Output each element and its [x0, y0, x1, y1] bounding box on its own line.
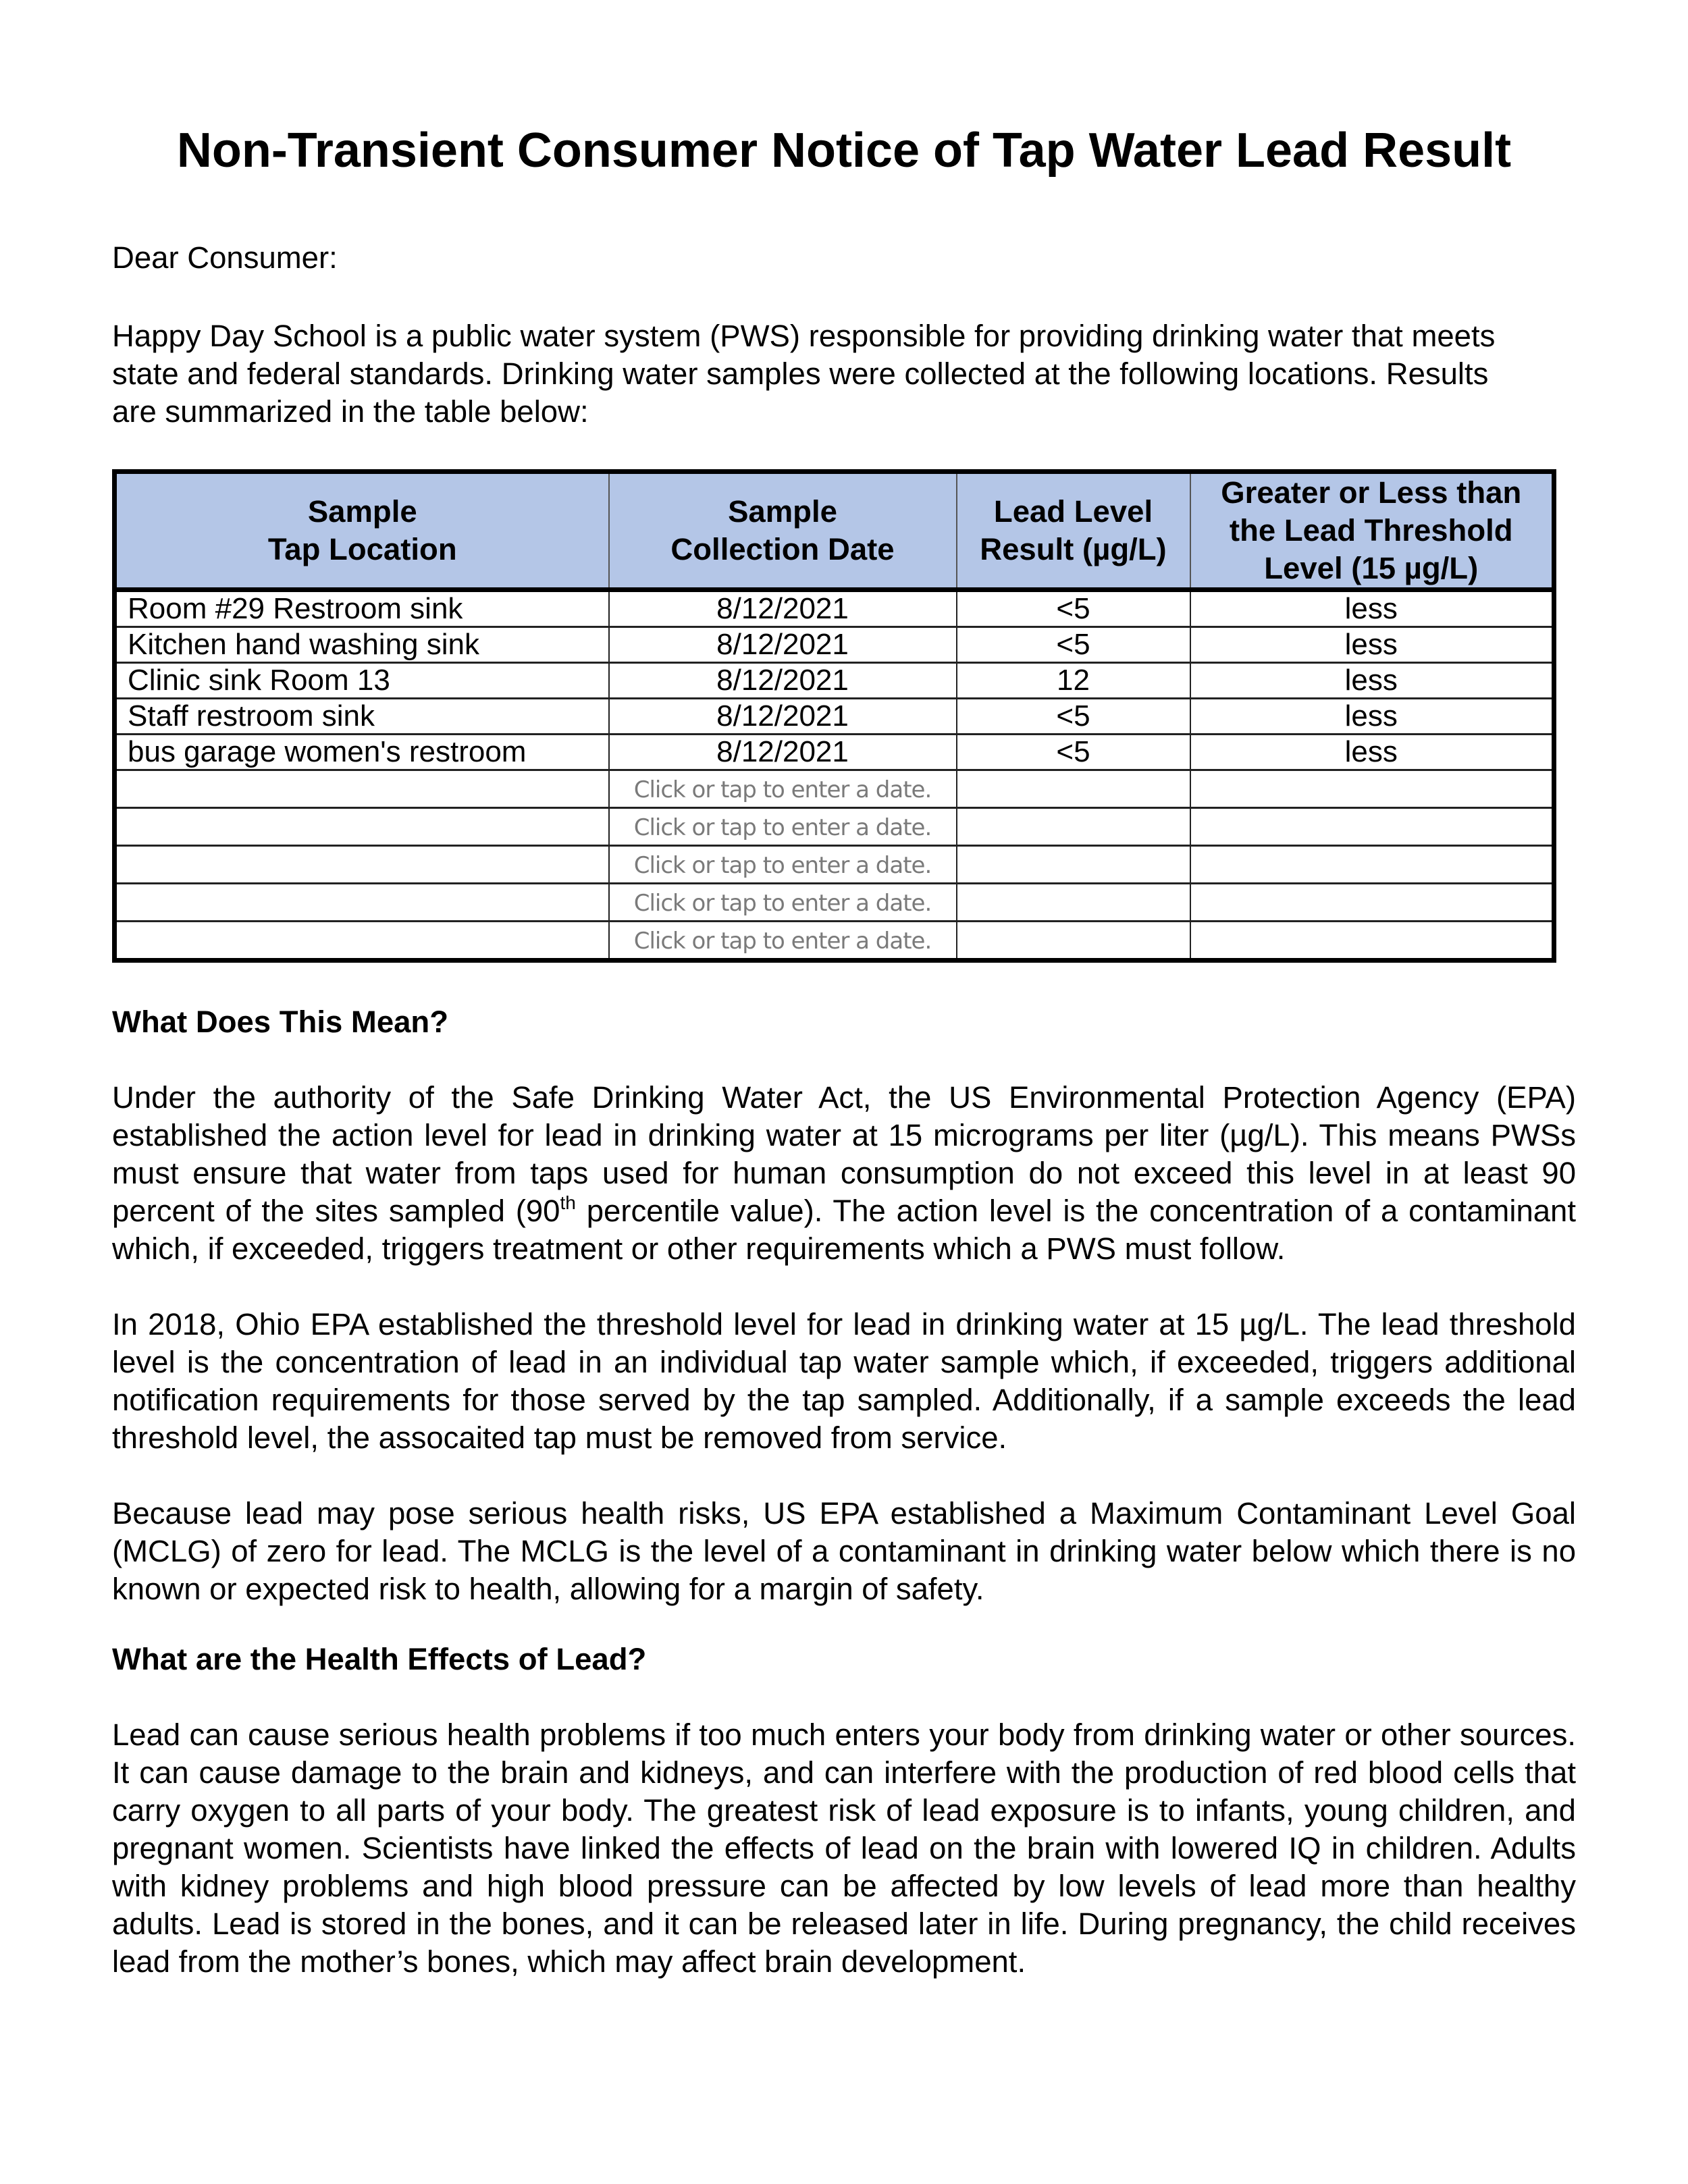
cell-location[interactable]: [115, 884, 609, 922]
table-row: [115, 627, 1554, 663]
date-picker-field[interactable]: [609, 922, 957, 961]
header-collection-date: [609, 472, 957, 590]
header-line: Collection Date: [670, 532, 895, 566]
paragraph-text: Under the authority of the Safe Drinking Water Act, the US Environmental Protection Agency (EPA) established the action level for lead in drinking water at 15 micrograms per liter (µg/L). This means PWSs must ensure that water from taps used for human consumption do not exceed this level in at least 90 percent of the sites sampled (90: [112, 1080, 1576, 1228]
cell-location[interactable]: Kitchen hand washing sink: [115, 627, 609, 663]
table-row-empty: [115, 884, 1554, 922]
date-picker-field[interactable]: [609, 884, 957, 922]
cell-result[interactable]: [957, 808, 1190, 846]
threshold-level-paragraph: In 2018, Ohio EPA established the threshold level for lead in drinking water at 15 µg/L. The lead threshold level is the concentration of lead in an individual tap water sample which, if exceeded, triggers additional notification requirements for those served by the tap sampled. Additionally, if a sample exceeds the lead threshold level, the assocaited tap must be removed from service.: [112, 1307, 1576, 1455]
header-threshold-comparison: [1190, 472, 1554, 590]
table-row-empty: [115, 770, 1554, 808]
salutation: Dear Consumer:: [112, 240, 338, 275]
cell-result[interactable]: <5: [957, 590, 1190, 627]
results-table-container: [112, 469, 1552, 963]
header-line: the Lead Threshold: [1229, 513, 1513, 548]
table-row-empty: [115, 922, 1554, 961]
section-heading-health-effects: What are the Health Effects of Lead?: [112, 1642, 647, 1676]
cell-comparison[interactable]: [1190, 846, 1554, 884]
header-line: Sample: [728, 494, 837, 529]
cell-location[interactable]: [115, 770, 609, 808]
table-body: [115, 590, 1554, 961]
intro-paragraph: Happy Day School is a public water system (PWS) responsible for providing drinking water that meets state and federal standards. Drinking water samples were collected at the following locations. Results are summarized in the table below:: [112, 319, 1496, 429]
cell-result[interactable]: 12: [957, 663, 1190, 699]
date-placeholder: Click or tap to enter a date.: [633, 776, 932, 803]
cell-comparison[interactable]: less: [1190, 663, 1554, 699]
superscript-ordinal: th: [560, 1192, 576, 1213]
date-placeholder: Click or tap to enter a date.: [633, 814, 932, 841]
table-row: [115, 590, 1554, 627]
cell-date[interactable]: 8/12/2021: [609, 699, 957, 735]
cell-result[interactable]: <5: [957, 735, 1190, 770]
cell-comparison[interactable]: [1190, 808, 1554, 846]
cell-date[interactable]: 8/12/2021: [609, 663, 957, 699]
document-title: Non-Transient Consumer Notice of Tap Water Lead Result: [176, 124, 1512, 178]
cell-comparison[interactable]: less: [1190, 699, 1554, 735]
paragraph-text: percentile value). The action level is the concentration of a contaminant which, if exceeded, triggers treatment or other requirements which a PWS must follow.: [112, 1194, 1576, 1266]
cell-location[interactable]: bus garage women's restroom: [115, 735, 609, 770]
header-line: Lead Level: [993, 494, 1153, 529]
lead-results-table: [112, 469, 1556, 963]
cell-result[interactable]: [957, 846, 1190, 884]
mclg-paragraph: Because lead may pose serious health risks, US EPA established a Maximum Contaminant Level Goal (MCLG) of zero for lead. The MCLG is the level of a contaminant in drinking water below which there is no known or expected risk to health, allowing for a margin of safety.: [112, 1496, 1576, 1606]
cell-result[interactable]: <5: [957, 627, 1190, 663]
table-row-empty: [115, 808, 1554, 846]
table-header-row: [115, 472, 1554, 590]
cell-location[interactable]: Room #29 Restroom sink: [128, 592, 463, 625]
cell-comparison[interactable]: less: [1190, 590, 1554, 627]
date-picker-field[interactable]: [609, 846, 957, 884]
header-line: Level (15 µg/L): [1264, 551, 1479, 585]
date-placeholder: Click or tap to enter a date.: [633, 890, 932, 917]
cell-result[interactable]: [957, 770, 1190, 808]
cell-result[interactable]: [957, 884, 1190, 922]
header-tap-location: [115, 472, 609, 590]
date-placeholder: Click or tap to enter a date.: [633, 852, 932, 879]
date-placeholder: Click or tap to enter a date.: [633, 928, 932, 955]
header-lead-result: [957, 472, 1190, 590]
table-row: [115, 699, 1554, 735]
header-line: Greater or Less than: [1221, 475, 1522, 510]
cell-comparison[interactable]: [1190, 884, 1554, 922]
section-heading-meaning: What Does This Mean?: [112, 1005, 449, 1039]
table-row: [115, 735, 1554, 770]
cell-comparison[interactable]: [1190, 922, 1554, 961]
health-effects-paragraph: Lead can cause serious health problems if too much enters your body from drinking water or other sources. It can cause damage to the brain and kidneys, and can interfere with the production of red blood cells that carry oxygen to all parts of your body. The greatest risk of lead exposure is to infants, young children, and pregnant women. Scientists have linked the effects of lead on the brain with lowered IQ in children. Adults with kidney problems and high blood pressure can be affected by low levels of lead more than healthy adults. Lead is stored in the bones, and it can be released later in life. During pregnancy, the child receives lead from the mother’s bones, which may affect brain development.: [112, 1717, 1576, 1979]
cell-date[interactable]: 8/12/2021: [609, 627, 957, 663]
header-line: Result (µg/L): [980, 532, 1167, 566]
header-line: Sample: [307, 494, 417, 529]
cell-location[interactable]: [115, 846, 609, 884]
cell-location[interactable]: [115, 808, 609, 846]
cell-comparison[interactable]: less: [1190, 735, 1554, 770]
cell-location[interactable]: [115, 922, 609, 961]
cell-location[interactable]: Clinic sink Room 13: [115, 663, 609, 699]
date-picker-field[interactable]: [609, 808, 957, 846]
table-row-empty: [115, 846, 1554, 884]
date-picker-field[interactable]: [609, 770, 957, 808]
cell-date[interactable]: 8/12/2021: [609, 590, 957, 627]
cell-result[interactable]: [957, 922, 1190, 961]
cell-comparison[interactable]: [1190, 770, 1554, 808]
cell-date[interactable]: 8/12/2021: [609, 735, 957, 770]
header-line: Tap Location: [267, 532, 457, 566]
cell-location[interactable]: Staff restroom sink: [115, 699, 609, 735]
cell-comparison[interactable]: less: [1190, 627, 1554, 663]
cell-result[interactable]: <5: [957, 699, 1190, 735]
action-level-paragraph: [112, 1079, 1576, 1268]
table-row: [115, 663, 1554, 699]
